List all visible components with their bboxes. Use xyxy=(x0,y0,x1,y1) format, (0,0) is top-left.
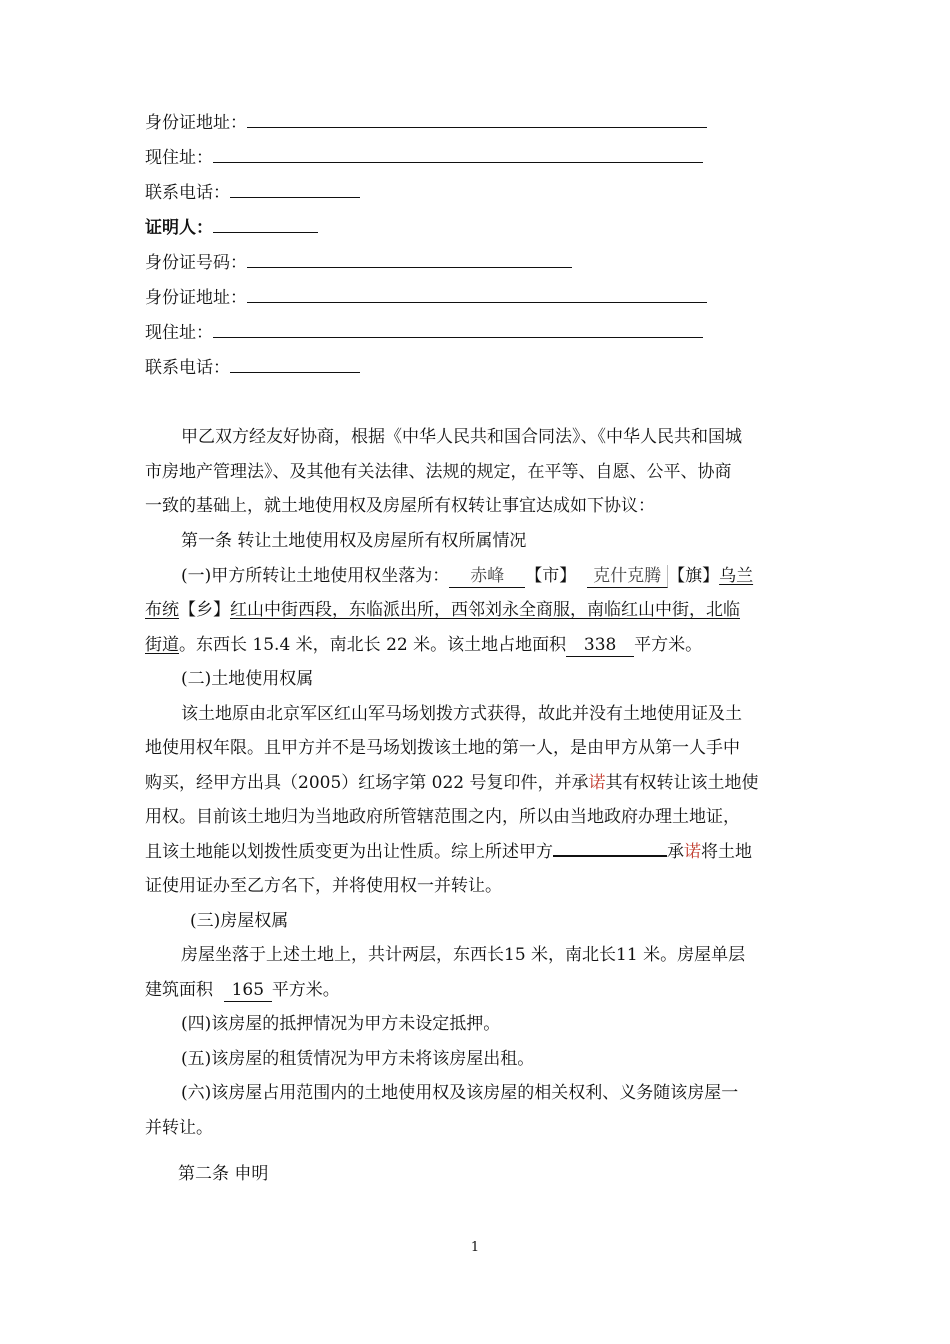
fill-blank[interactable] xyxy=(247,251,572,268)
clause-text xyxy=(145,835,813,870)
clause-text: 且该土地能以划拨性质变更为出让性质。综上所述甲方 xyxy=(145,841,553,862)
fill-blank[interactable] xyxy=(230,356,360,373)
fill-blank[interactable] xyxy=(553,837,667,857)
field-label: 现住址： xyxy=(145,148,213,168)
field-label: 证明人： xyxy=(145,218,213,238)
clause-text: 地使用权年限。且甲方并不是马场划拨该土地的第一人，是由甲方从第一人手中 xyxy=(145,738,740,758)
clause-text: 其有权转让该土地使 xyxy=(605,772,759,793)
field-label: 身份证号码： xyxy=(145,253,247,273)
town-value: 布统 xyxy=(145,600,179,620)
field-label: 身份证地址： xyxy=(145,113,247,133)
clause-text: 。东西长 15.4 米，南北长 22 米。该土地占地面积 xyxy=(179,634,567,655)
field-label: 身份证地址： xyxy=(145,288,247,308)
field-label: 联系电话： xyxy=(145,183,230,203)
fill-blank[interactable] xyxy=(230,181,360,198)
clause-text: (一)甲方所转让土地使用权坐落为： xyxy=(181,565,450,586)
clause-text: 【旗】 xyxy=(668,565,720,586)
intro-paragraph xyxy=(145,420,813,524)
id-number-field xyxy=(145,251,572,273)
clause-text: 平方米。 xyxy=(634,634,703,655)
intro-line: 甲乙双方经友好协商，根据《中华人民共和国合同法》、《中华人民共和国城 xyxy=(181,427,742,447)
witness-field xyxy=(145,216,318,238)
banner-field[interactable] xyxy=(587,565,668,588)
fill-blank[interactable] xyxy=(247,111,707,128)
clause-text: (六)该房屋占用范围内的土地使用权及该房屋的相关权利、义务随该房屋一 xyxy=(181,1083,739,1103)
clause-text: 购买，经甲方出具（2005）红场字第 022 号复印件，并承 xyxy=(145,772,589,793)
clause-text: 【市】 xyxy=(525,565,577,586)
article-2 xyxy=(145,1157,813,1192)
house-area-value: 165 xyxy=(231,979,265,1000)
location-value: 红山中街西段，东临派出所，西邻刘永全商服，南临红山中街，北临 xyxy=(230,600,740,620)
article-heading: 第二条 申明 xyxy=(178,1164,269,1184)
id-address-field-2 xyxy=(145,286,707,308)
clause-text: 承 xyxy=(667,841,684,862)
location-line-2 xyxy=(145,593,813,628)
current-address-field-2 xyxy=(145,321,703,343)
clause-text: 证使用证办至乙方名下，并将使用权一并转让。 xyxy=(145,876,502,896)
fill-blank[interactable] xyxy=(247,286,707,303)
clause-text: 【乡】 xyxy=(179,600,230,620)
location-line-1 xyxy=(145,559,813,594)
revision-mark: 诺 xyxy=(588,772,606,793)
city-value: 赤峰 xyxy=(470,565,505,586)
clause-text xyxy=(145,766,813,801)
intro-line: 一致的基础上，就土地使用权及房屋所有权转让事宜达成如下协议： xyxy=(145,496,655,516)
section-heading: (三)房屋权属 xyxy=(190,910,289,931)
section-heading: (二)土地使用权属 xyxy=(181,669,314,689)
location-line-3 xyxy=(145,628,813,663)
clause-text: 用权。目前该土地归为当地政府所管辖范围之内，所以由当地政府办理土地证， xyxy=(145,807,740,827)
revision-mark: 诺 xyxy=(684,841,701,862)
article-1 xyxy=(145,524,813,1145)
house-area-field[interactable] xyxy=(224,979,272,1002)
town-value: 乌兰 xyxy=(719,565,754,586)
city-field[interactable] xyxy=(449,565,525,588)
clause-text: 房屋坐落于上述土地上，共计两层，东西长15 米，南北长11 米。房屋单层 xyxy=(181,945,746,965)
phone-field-1 xyxy=(145,181,360,203)
land-area-field[interactable] xyxy=(566,634,634,657)
field-label: 现住址： xyxy=(145,323,213,343)
location-value: 街道 xyxy=(145,634,179,655)
clause-text: (五)该房屋的租赁情况为甲方未将该房屋出租。 xyxy=(181,1048,535,1069)
clause-text: 建筑面积 xyxy=(145,979,213,1000)
article-heading: 第一条 转让土地使用权及房屋所有权所属情况 xyxy=(181,531,527,551)
field-label: 联系电话： xyxy=(145,358,230,378)
land-area-value: 338 xyxy=(583,634,617,655)
intro-line: 市房地产管理法》、及其他有关法律、法规的规定，在平等、自愿、公平、协商 xyxy=(145,461,732,482)
clause-text: 将土地 xyxy=(701,841,752,862)
fill-blank[interactable] xyxy=(213,216,318,233)
clause-text: 该土地原由北京军区红山军马场划拨方式获得，故此并没有土地使用证及土 xyxy=(181,703,742,724)
page-number: 1 xyxy=(470,1240,480,1255)
banner-value: 克什克腾 xyxy=(593,565,662,586)
clause-text: 平方米。 xyxy=(271,979,340,1000)
fill-blank[interactable] xyxy=(213,146,703,163)
clause-text: (四)该房屋的抵押情况为甲方未设定抵押。 xyxy=(181,1014,501,1034)
phone-field-2 xyxy=(145,356,360,378)
current-address-field-1 xyxy=(145,146,703,168)
clause-text xyxy=(145,973,813,1008)
clause-text: 并转让。 xyxy=(145,1117,213,1138)
id-address-field-1 xyxy=(145,111,707,133)
fill-blank[interactable] xyxy=(213,321,703,338)
